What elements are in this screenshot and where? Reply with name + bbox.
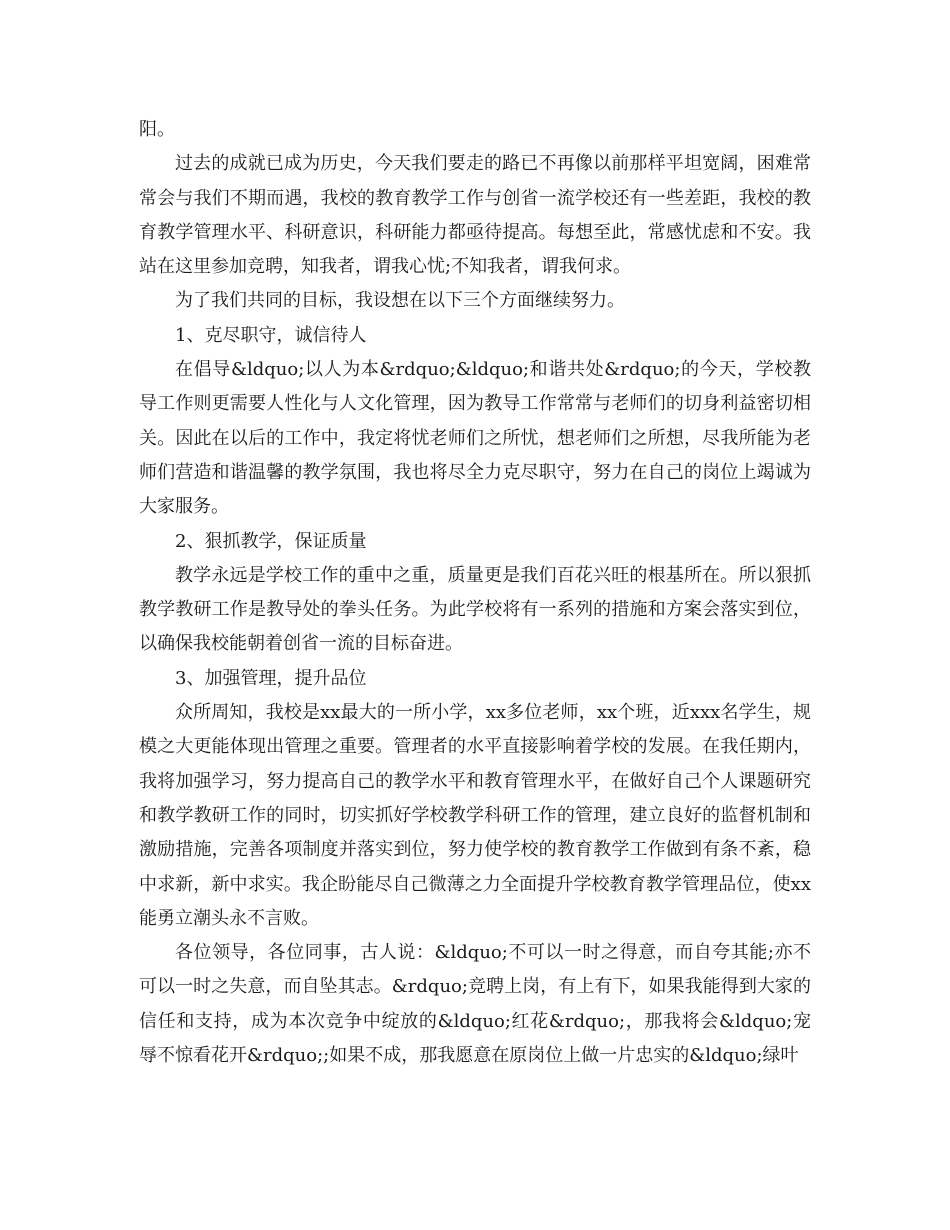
paragraph-challenges: 过去的成就已成为历史，今天我们要走的路已不再像以前那样平坦宽阔，困难常常会与我们不期而遇，我校的教育教学工作与创省一流学校还有一些差距，我校的教育教学管理水平、科研意识，科研能力都亟待提高。每想至此，常感忧虑和不安。我站在这里参加竞聘，知我者，谓我心忧;不知我者，谓我何求。 xyxy=(139,153,811,278)
section-heading-3: 3、加强管理，提升品位 xyxy=(175,667,367,689)
section-heading-2: 2、狠抓教学，保证质量 xyxy=(175,530,367,552)
section-heading-1: 1、克尽职守，诚信待人 xyxy=(175,324,367,346)
paragraph-section-1: 在倡导&ldquo;以人为本&rdquo;&ldquo;和谐共处&rdquo;的今天，学校教导工作则更需要人性化与人文化管理，因为教导工作常常与老师们的切身利益密切相关。因此在以后的工作中，我定将忧老师们之所忧，想老师们之所想，尽我所能为老师们营造和谐温馨的教学氛围，我也将尽全力克尽职守，努力在自己的岗位上竭诚为大家服务。 xyxy=(139,359,811,518)
paragraph-closing: 各位领导，各位同事，古人说：&ldquo;不可以一时之得意，而自夸其能;亦不可以一时之失意，而自坠其志。&rdquo;竞聘上岗，有上有下，如果我能得到大家的信任和支持，成为本次竞争中绽放的&ldquo;红花&rdquo;，那我将会&ldquo;宠辱不惊看花开&rdquo;;如果不成，那我愿意在原岗位上做一片忠实的&ldquo;绿叶 xyxy=(139,942,811,1067)
paragraph-continuation: 阳。 xyxy=(139,119,175,140)
paragraph-goals-intro: 为了我们共同的目标，我设想在以下三个方面继续努力。 xyxy=(175,290,625,312)
paragraph-section-3: 众所周知，我校是xx最大的一所小学，xx多位老师，xx个班，近xxx名学生，规模之大更能体现出管理之重要。管理者的水平直接影响着学校的发展。在我任期内，我将加强学习，努力提高自己的教学水平和教育管理水平，在做好自己个人课题研究和教学教研工作的同时，切实抓好学校教学科研工作的管理，建立良好的监督机制和激励措施，完善各项制度并落实到位，努力使学校的教育教学工作做到有条不紊，稳中求新，新中求实。我企盼能尽自己微薄之力全面提升学校教育教学管理品位，使xx能勇立潮头永不言败。 xyxy=(139,702,811,929)
paragraph-section-2: 教学永远是学校工作的重中之重，质量更是我们百花兴旺的根基所在。所以狠抓教学教研工作是教导处的拳头任务。为此学校将有一系列的措施和方案会落实到位，以确保我校能朝着创省一流的目标奋进。 xyxy=(139,564,811,655)
